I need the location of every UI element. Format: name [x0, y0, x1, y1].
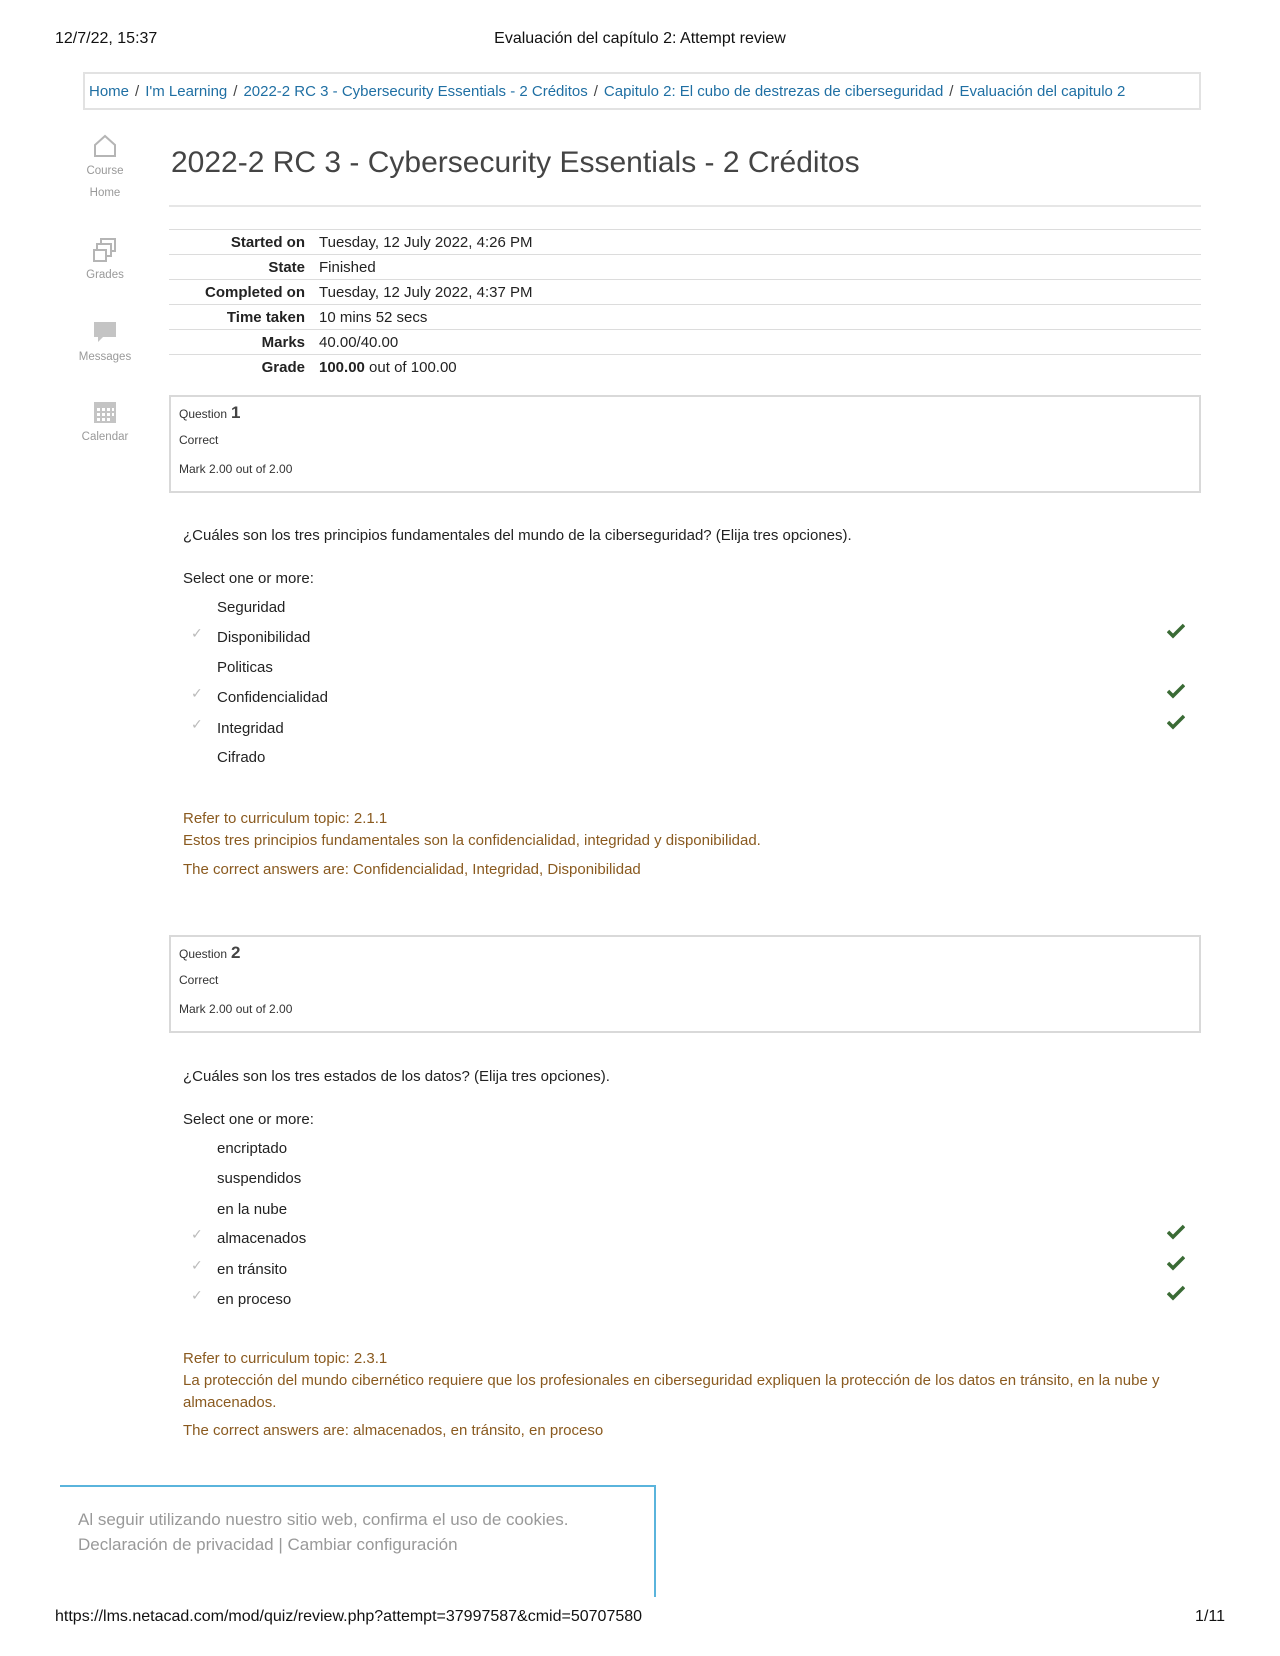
selected-check-icon: ✓ [191, 1287, 203, 1303]
answer-option-label: Integridad [217, 720, 284, 737]
summary-label: Time taken [226, 308, 305, 326]
selected-check-icon: ✓ [191, 685, 203, 701]
summary-value: Tuesday, 12 July 2022, 4:37 PM [319, 283, 533, 301]
answer-option-label: en proceso [217, 1291, 292, 1308]
summary-label: Started on [230, 233, 305, 251]
cookie-links [78, 1532, 636, 1557]
question-label: Question [179, 407, 228, 421]
answer-option-label: almacenados [217, 1230, 307, 1247]
answer-option[interactable] [183, 716, 1185, 744]
breadcrumb-quiz[interactable]: Evaluación del capitulo 2 [959, 83, 1126, 100]
correct-answers: The correct answers are: Confidencialidad, Integridad, Disponibilidad [183, 861, 641, 878]
nav-grades[interactable] [70, 236, 140, 286]
question-label: Question [179, 947, 228, 961]
answer-option-label: Politicas [217, 659, 273, 676]
summary-label: State [268, 258, 305, 276]
answer-option[interactable] [183, 1287, 1185, 1315]
course-title: 2022-2 RC 3 - Cybersecurity Essentials - 2 Créditos [171, 146, 860, 179]
selected-check-icon: ✓ [191, 1257, 203, 1273]
change-settings-link[interactable]: Cambiar configuración [287, 1535, 458, 1554]
answer-option-label: Seguridad [217, 599, 286, 616]
summary-label: Completed on [205, 283, 305, 301]
grades-icon [91, 236, 119, 264]
answer-option-label: Cifrado [217, 749, 266, 766]
summary-value [319, 355, 1201, 380]
question-mark: Mark 2.00 out of 2.00 [179, 1002, 293, 1016]
question-state: Correct [179, 973, 219, 987]
breadcrumb-course[interactable]: 2022-2 RC 3 - Cybersecurity Essentials - 2 Créditos [243, 83, 588, 100]
print-header [0, 30, 1280, 52]
title-divider [169, 205, 1201, 207]
print-page-number: 1/11 [1195, 1608, 1225, 1625]
cookie-link-separator: | [273, 1535, 288, 1554]
answer-option[interactable] [183, 659, 1185, 683]
nav-grades-label: Grades [86, 269, 124, 281]
answer-option[interactable] [183, 685, 1185, 713]
breadcrumb-home[interactable]: Home [89, 83, 130, 100]
summary-value: 40.00/40.00 [319, 333, 399, 351]
answer-option-label: en la nube [217, 1201, 288, 1218]
calendar-icon [91, 398, 119, 426]
breadcrumb-im-learning[interactable]: I'm Learning [145, 83, 228, 100]
answer-option-label: Disponibilidad [217, 629, 311, 646]
grade-value: 100.00 [319, 358, 365, 376]
question-number-value: 2 [231, 943, 241, 962]
summary-row [169, 255, 1201, 280]
feedback-explanation: La protección del mundo cibernético requiere que los profesionales en ciberseguridad expliquen la protección de los datos en tránsito, en la nube y almacenados. [183, 1372, 1160, 1411]
correct-check-icon [1167, 714, 1185, 730]
selected-check-icon: ✓ [191, 716, 203, 732]
question-mark: Mark 2.00 out of 2.00 [179, 462, 293, 476]
nav-course-home-label-1: Course [86, 165, 124, 177]
correct-check-icon [1167, 1255, 1185, 1271]
question-info-box [169, 935, 1201, 1033]
question-text: ¿Cuáles son los tres principios fundamentales del mundo de la ciberseguridad? (Elija tres opciones). [183, 527, 852, 544]
answer-option-label: Confidencialidad [217, 689, 328, 706]
answer-option-label: suspendidos [217, 1170, 302, 1187]
question-number [179, 943, 1191, 965]
breadcrumb-chapter[interactable]: Capitulo 2: El cubo de destrezas de ciberseguridad [603, 83, 944, 100]
answer-prompt: Select one or more: [183, 1111, 314, 1128]
grade-out-of: out of 100.00 [364, 358, 457, 376]
print-date: 12/7/22, 15:37 [55, 30, 158, 47]
breadcrumb-separator: / [233, 83, 238, 100]
summary-row [169, 355, 1201, 380]
correct-check-icon [1167, 1285, 1185, 1301]
feedback-explanation: Estos tres principios fundamentales son la confidencialidad, integridad y disponibilidad. [183, 832, 761, 849]
question-number [179, 403, 1191, 425]
nav-messages-label: Messages [78, 351, 132, 363]
print-url: https://lms.netacad.com/mod/quiz/review.php?attempt=37997587&cmid=50707580 [55, 1608, 643, 1625]
selected-check-icon: ✓ [191, 1226, 203, 1242]
cookie-banner [60, 1485, 656, 1597]
correct-answers: The correct answers are: almacenados, en tránsito, en proceso [183, 1422, 604, 1439]
answer-option[interactable] [183, 625, 1185, 653]
breadcrumb-separator: / [593, 83, 598, 100]
answer-option[interactable] [183, 599, 1185, 623]
summary-value: Finished [319, 258, 376, 276]
summary-label: Grade [261, 358, 305, 376]
cookie-message: Al seguir utilizando nuestro sitio web, confirma el uso de cookies. [78, 1510, 569, 1529]
correct-check-icon [1167, 623, 1185, 639]
breadcrumb-separator: / [135, 83, 140, 100]
nav-calendar[interactable] [70, 398, 140, 448]
question-info-box [169, 395, 1201, 493]
chat-bubble-icon [91, 318, 119, 346]
answer-option[interactable] [183, 1257, 1185, 1285]
summary-row [169, 305, 1201, 330]
question-state: Correct [179, 433, 219, 447]
summary-row [169, 230, 1201, 255]
print-footer [0, 1608, 1280, 1630]
answer-option[interactable] [183, 749, 1185, 773]
feedback-topic: Refer to curriculum topic: 2.1.1 [183, 810, 388, 827]
summary-row [169, 330, 1201, 355]
question-number-value: 1 [231, 403, 241, 422]
answer-option[interactable] [183, 1140, 1185, 1164]
home-icon [91, 132, 119, 160]
correct-check-icon [1167, 1224, 1185, 1240]
answer-option[interactable] [183, 1170, 1185, 1194]
question-text: ¿Cuáles son los tres estados de los datos? (Elija tres opciones). [183, 1068, 610, 1085]
nav-course-home-label-2: Home [89, 187, 121, 199]
nav-calendar-label: Calendar [81, 431, 129, 443]
answer-option-label: en tránsito [217, 1261, 288, 1278]
breadcrumb [83, 72, 1201, 110]
answer-prompt: Select one or more: [183, 570, 314, 587]
feedback-topic: Refer to curriculum topic: 2.3.1 [183, 1350, 388, 1367]
summary-row [169, 280, 1201, 305]
summary-label: Marks [261, 333, 305, 351]
attempt-summary-table [169, 229, 1201, 380]
summary-value: 10 mins 52 secs [319, 308, 428, 326]
answer-option[interactable] [183, 1226, 1185, 1254]
privacy-statement-link[interactable]: Declaración de privacidad [78, 1535, 274, 1554]
nav-course-home[interactable] [70, 132, 140, 204]
breadcrumb-separator: / [949, 83, 954, 100]
answer-option[interactable] [183, 1201, 1185, 1225]
selected-check-icon: ✓ [191, 625, 203, 641]
answer-option-label: encriptado [217, 1140, 288, 1157]
print-page-title: Evaluación del capítulo 2: Attempt review [494, 30, 786, 47]
summary-value: Tuesday, 12 July 2022, 4:26 PM [319, 233, 533, 251]
nav-messages[interactable] [70, 318, 140, 368]
correct-check-icon [1167, 683, 1185, 699]
